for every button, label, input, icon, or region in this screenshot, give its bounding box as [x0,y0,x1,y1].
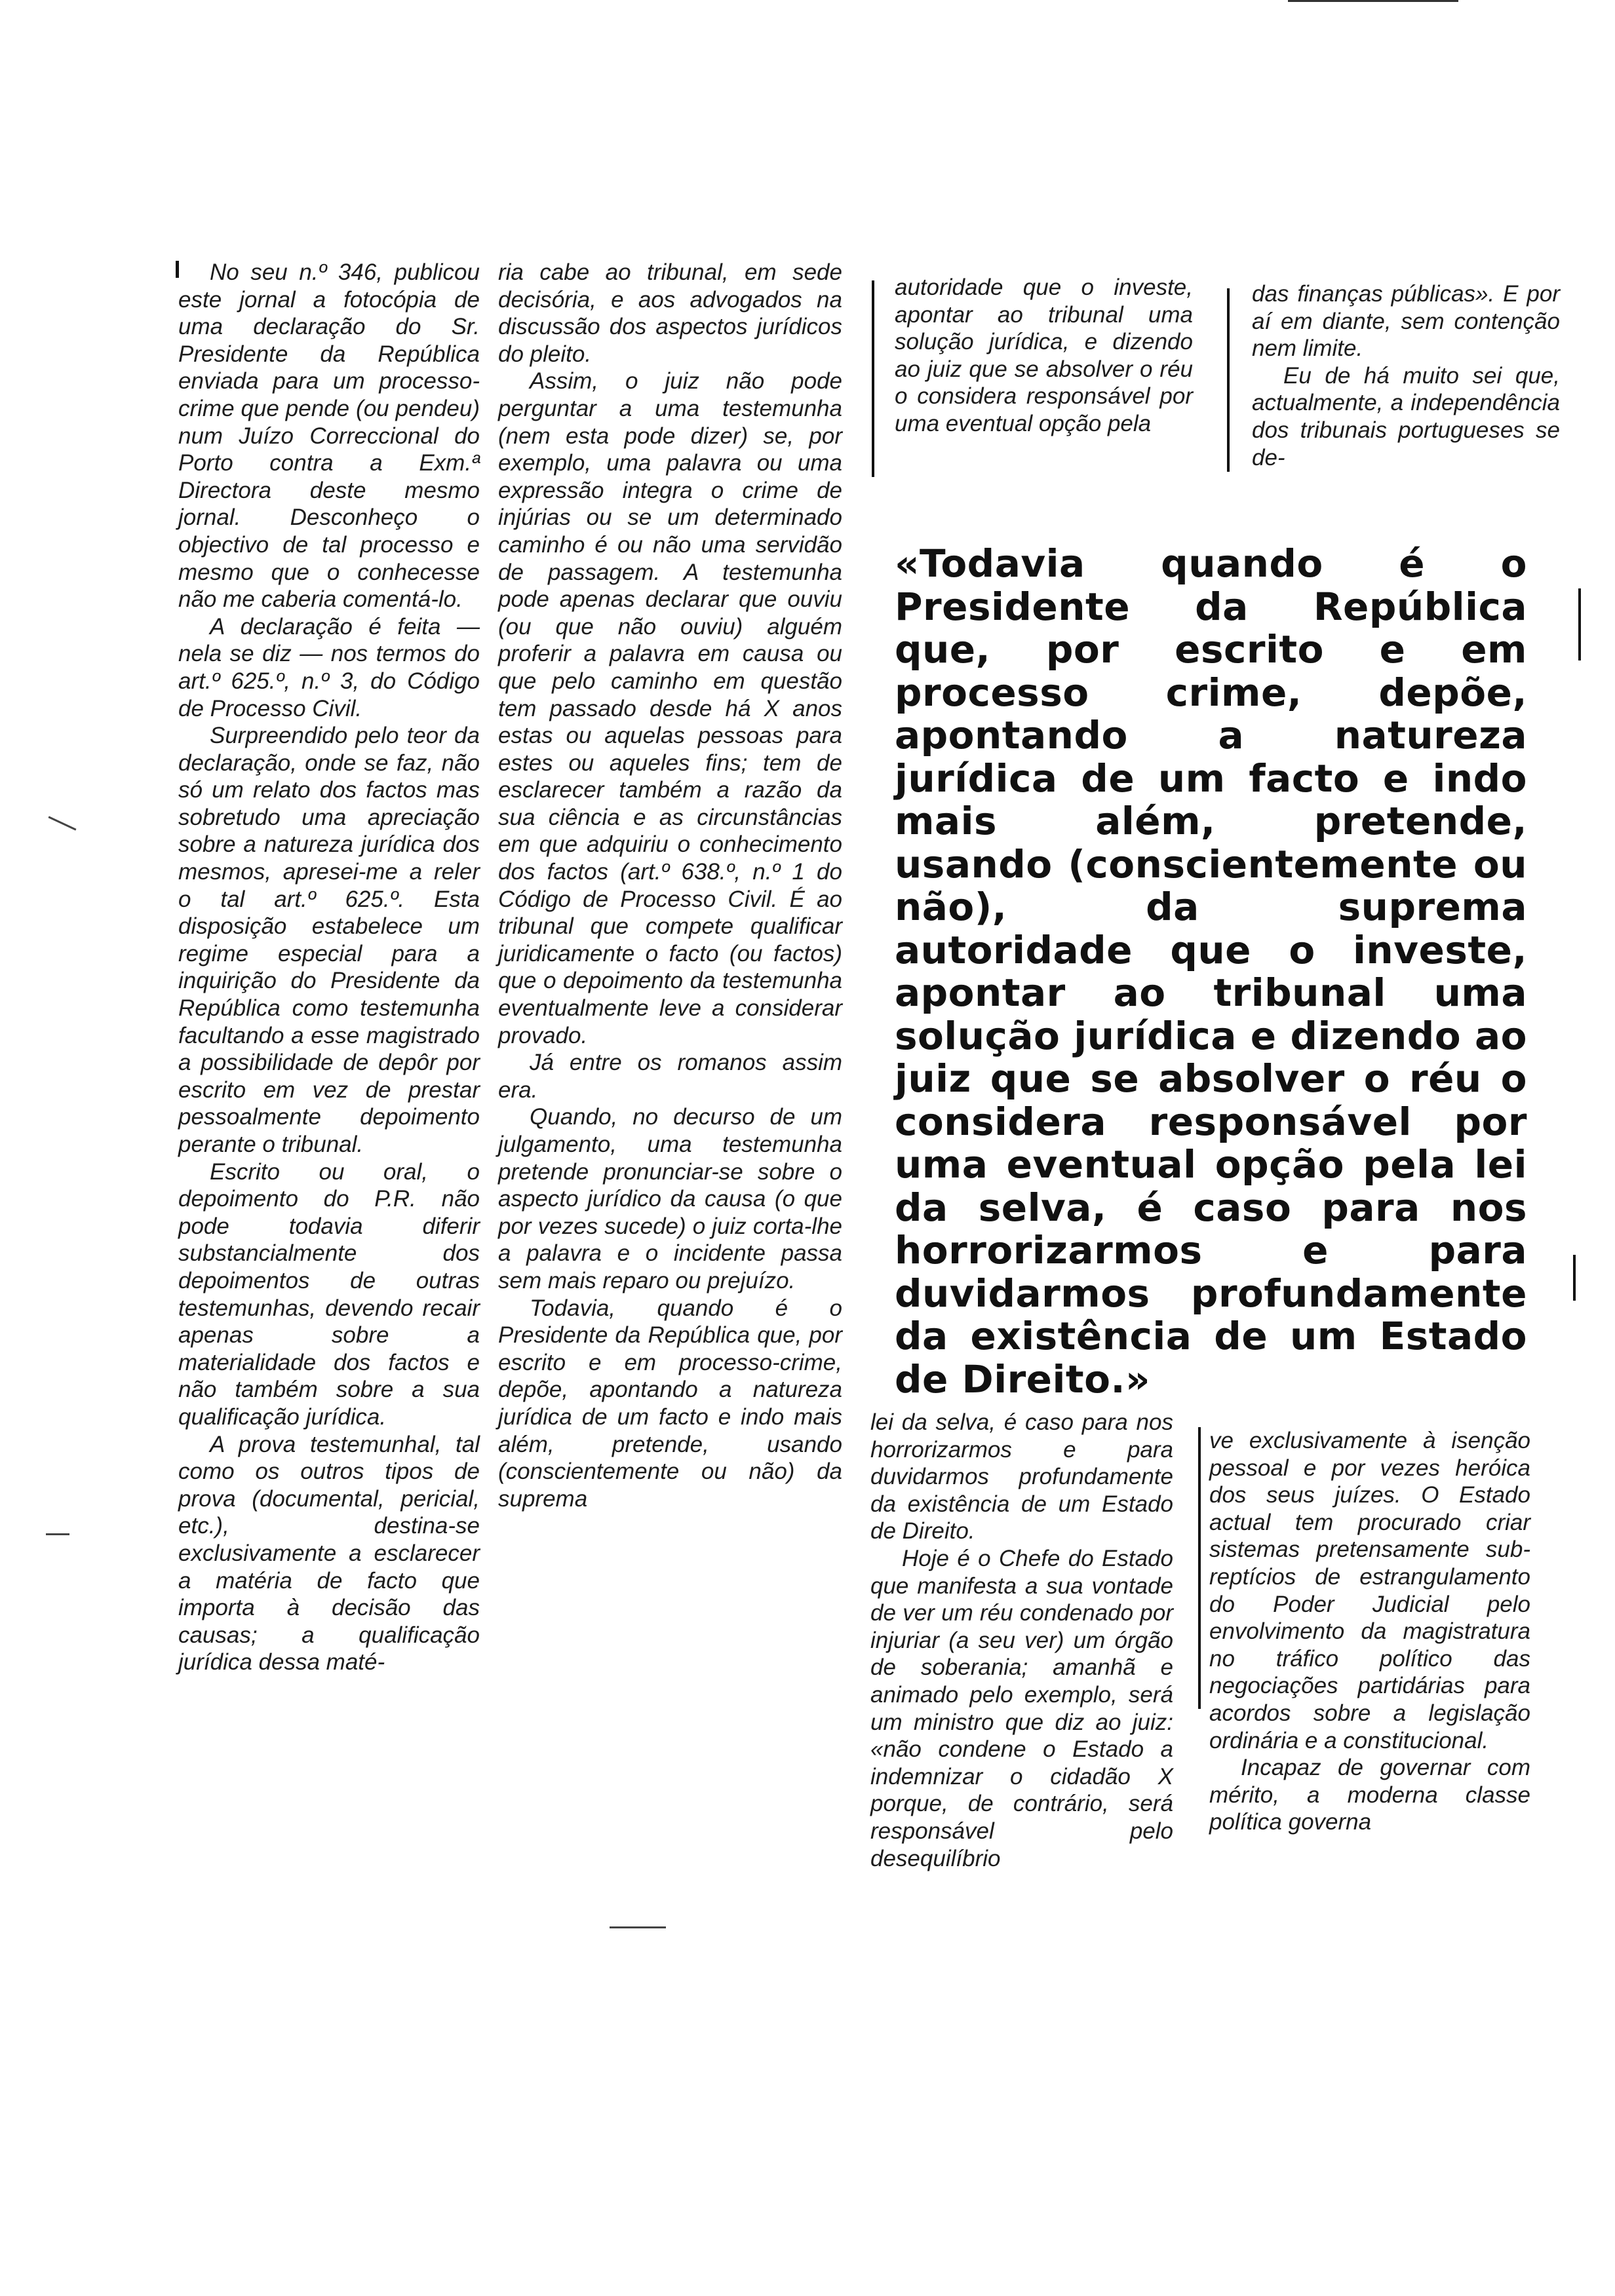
column-1 [178,259,480,1676]
column-4-top [1252,280,1560,471]
column-3-top [895,274,1193,438]
paragraph: Surpreendido pelo teor da declaração, onde se faz, não só um relato dos factos mas sobretudo uma apreciação sobre a natureza jurídica dos mesmos, apresei-me a reler o tal art.º 625.º. Esta disposição estabelece um regime especial para a inquirição do Presidente da República como testemunha facultando a esse magistrado a possibilidade de depôr por escrito em vez de prestar pessoalmente depoimento perante o tribunal. [178,723,480,1157]
paragraph: autoridade que o investe, apontar ao tribunal uma solução jurídica, e dizendo ao juiz que se absolver o réu o considera responsável por uma eventual opção pela [895,275,1193,436]
column-rule-2 [872,280,874,477]
paragraph: das finanças públicas». E por aí em diante, sem contenção nem limite. [1252,281,1560,362]
paragraph: ve exclusivamente à isenção pessoal e por vezes heróica dos seus juízes. O Estado actual tem procurado criar sistemas pretensamente sub-reptícios de estrangulamento do Poder Judicial pelo envolvimento da magistratura no tráfico político das negociações partidárias para acordos sobre a legislação ordinária e a constitucional. [1209,1428,1530,1753]
pull-quote [895,543,1527,1401]
paragraph: Quando, no decurso de um julgamento, uma testemunha pretende pronunciar-se sobre o aspecto jurídico da causa (o que por vezes sucede) o juiz corta-lhe a palavra e o incidente passa sem mais reparo ou prejuízo. [498,1104,842,1293]
scan-mark [49,816,77,830]
column-2 [498,259,842,1512]
paragraph: Todavia, quando é o Presidente da República que, por escrito e em processo-crime, depõe, apontando a natureza jurídica de um facto e indo mais além, pretende, usando (conscientemente ou não) da suprema [498,1295,842,1512]
paragraph: Já entre os romanos assim era. [498,1050,842,1103]
paragraph: A prova testemunhal, tal como os outros tipos de prova (documental, pericial, etc.), destina-se exclusivamente a esclarecer a matéria de facto que importa à decisão das causas; a qualificação jurídica dessa maté- [178,1431,480,1675]
paragraph: No seu n.º 346, publicou este jornal a fotocópia de uma declaração do Sr. Presidente da República enviada para um processo-crime que pende (ou pendeu) num Juízo Correccional do Porto contra a Exm.ª Directora deste mesmo jornal. Desconheço o objectivo de tal processo e mesmo que o conhecesse não me caberia comentá-lo. [178,259,480,613]
paragraph: Incapaz de governar com mérito, a moderna classe política governa [1209,1755,1530,1835]
column-3-bottom [870,1409,1173,1872]
paragraph: Escrito ou oral, o depoimento do P.R. não pode todavia diferir substancialmente dos depoimentos de outras testemunhas, devendo recair apenas sobre a materialidade dos factos e não também sobre a sua qualificação jurídica. [178,1158,480,1430]
paragraph: Hoje é o Chefe do Estado que manifesta a sua vontade de ver um réu condenado por injuriar (a seu ver) um órgão de soberania; amanhã e animado pelo exemplo, será um ministro que diz ao juiz: «não condene o Estado a indemnizar o cidadão X porque, de contrário, será responsável pelo desequilíbrio [870,1545,1173,1871]
paragraph: Assim, o juiz não pode perguntar a uma testemunha (nem esta pode dizer) se, por exemplo, uma palavra ou uma expressão integra o crime de injúrias ou se um determinado caminho é ou não uma servidão de passagem. A testemunha pode apenas declarar que ouviu (ou que não ouviu) alguém proferir a palavra em causa ou que pelo caminho em questão tem passado desde há X anos estas ou aquelas pessoas para estes ou aqueles fins; tem de esclarecer também a razão da sua ciência e as circunstâncias em que adquiriu o conhecimento dos factos (art.º 638.º, n.º 1 do Código de Processo Civil. É ao tribunal que compete qualificar juridicamente o facto (ou factos) que o depoimento da testemunha eventualmente leve a considerar provado. [498,368,842,1048]
pullquote-rule-right [1578,588,1581,660]
paragraph: Eu de há muito sei que, actualmente, a independência dos tribunais portugueses se de- [1252,362,1560,470]
pull-quote-text: «Todavia quando é o Presidente da República que, por escrito e em processo crime, depõe, apontando a natureza jurídica de um facto e indo mais além, pretende, usando (conscientemente ou não), da suprema autoridade que o investe, apontar ao tribunal uma solução jurídica e dizendo ao juiz que se absolver o réu o considera responsável por uma eventual opção pela lei da selva, é caso para nos horrorizarmos e para duvidarmos profundamente da existência de um Estado de Direito.» [895,541,1527,1402]
paragraph: lei da selva, é caso para nos horrorizarmos e para duvidarmos profundamente da existência de um Estado de Direito. [870,1409,1173,1544]
scan-mark [46,1533,69,1535]
column-4-bottom [1209,1427,1530,1836]
paragraph: ria cabe ao tribunal, em sede decisória, e aos advogados na discussão dos aspectos jurídicos do pleito. [498,259,842,367]
pullquote-rule-right-2 [1573,1255,1576,1301]
top-edge-rule [1288,0,1458,2]
paragraph: A declaração é feita — nela se diz — nos termos do art.º 625.º, n.º 3, do Código de Processo Civil. [178,613,480,721]
column-rule-4 [1198,1427,1201,1709]
column-rule-3 [1227,288,1230,472]
scan-mark [610,1926,666,1928]
